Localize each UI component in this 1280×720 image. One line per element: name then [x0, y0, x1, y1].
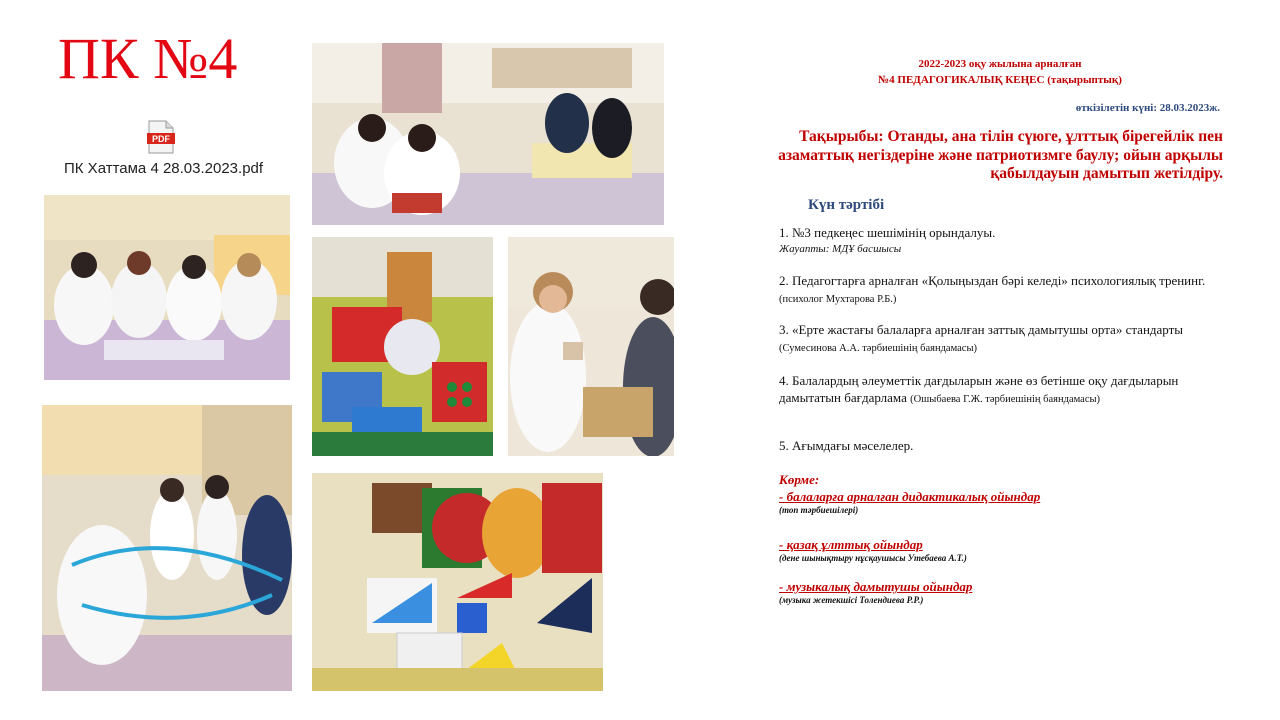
agenda-item-note: (Сумесинова А.А. тәрбиешінің баяндамасы) — [779, 342, 978, 354]
agenda-item-responsible: Жауапты: МДҰ басшысы — [779, 242, 902, 255]
header-year-line: 2022-2023 оқу жылына арналған — [918, 58, 1082, 70]
exhibition-item-title: - балаларға арналған дидактикалық ойындар — [779, 489, 1041, 504]
agenda-item-2 — [779, 273, 1229, 306]
header-council-line: №4 ПЕДАГОГИКАЛЫҚ КЕҢЕС (тақырыптық) — [878, 74, 1122, 86]
agenda-item-note: (Ошыбаева Г.Ж. тәрбиешінің баяндамасы) — [910, 393, 1101, 405]
exhibition-item-sub: (дене шынықтыру нұсқаушысы Утебаева А.Т.) — [779, 553, 967, 563]
council-topic: Тақырыбы: Отанды, ана тілін сүюге, ұлттық бірегейлік пен азаматтық негіздеріне және патриотизмге баулу; ойын арқылы қабылдауын дамытып жетілдіру. — [778, 128, 1223, 183]
photo-teacher-with-cube — [508, 237, 674, 456]
photo-felt-games — [312, 237, 493, 456]
pdf-icon-label: PDF — [152, 134, 170, 144]
agenda-item-note: (психолог Мухтарова Р.Б.) — [779, 293, 897, 305]
exhibition-item-sub: (топ тәрбиешілері) — [779, 505, 859, 515]
agenda-title: Күн тәртібі — [808, 197, 885, 213]
agenda-item-1 — [779, 225, 1229, 256]
exhibition-item-title: - музыкалық дамытушы ойындар — [779, 579, 973, 594]
agenda-item-text: 4. Балалардың әлеуметтік дағдыларын және өз бетінше оқу дағдыларын дамытатын бағдарлама — [779, 373, 1179, 405]
agenda-item-5 — [779, 438, 1229, 455]
council-date: өткізілетін күні: 28.03.2023ж. — [1075, 102, 1220, 114]
exhibition-item-2 — [779, 537, 967, 563]
photo-council-meeting — [312, 43, 664, 225]
photo-teachers-at-table — [44, 195, 290, 380]
exhibition-item-title: - қазақ ұлттық ойындар — [779, 537, 923, 552]
exhibition-label: Көрме: — [779, 472, 820, 487]
agenda-item-4 — [779, 373, 1229, 406]
exhibition-item-sub: (музыка жетекшісі Толендиева Р.Р.) — [779, 595, 924, 605]
exhibition-item-1 — [779, 489, 1040, 515]
attachment-filename[interactable]: ПК Хаттама 4 28.03.2023.pdf — [64, 160, 264, 177]
pdf-file-icon[interactable] — [147, 120, 175, 154]
agenda-item-text: 5. Ағымдағы мәселелер. — [779, 438, 914, 453]
agenda-item-text: 3. «Ерте жастағы балаларға арналған заттық дамытушы орта» стандарты — [779, 322, 1184, 337]
photo-circle-game — [42, 405, 292, 691]
agenda-item-text: 2. Педагогтарға арналған «Қолыңыздан бәрі келеді» психологиялық тренинг. — [779, 273, 1206, 288]
slide-title: ПК №4 — [58, 26, 238, 91]
agenda-item-3 — [779, 322, 1229, 355]
exhibition-item-3 — [779, 579, 972, 605]
agenda-item-text: 1. №3 педкеңес шешімінің орындалуы. — [779, 225, 996, 240]
photo-didactic-materials — [312, 473, 603, 691]
